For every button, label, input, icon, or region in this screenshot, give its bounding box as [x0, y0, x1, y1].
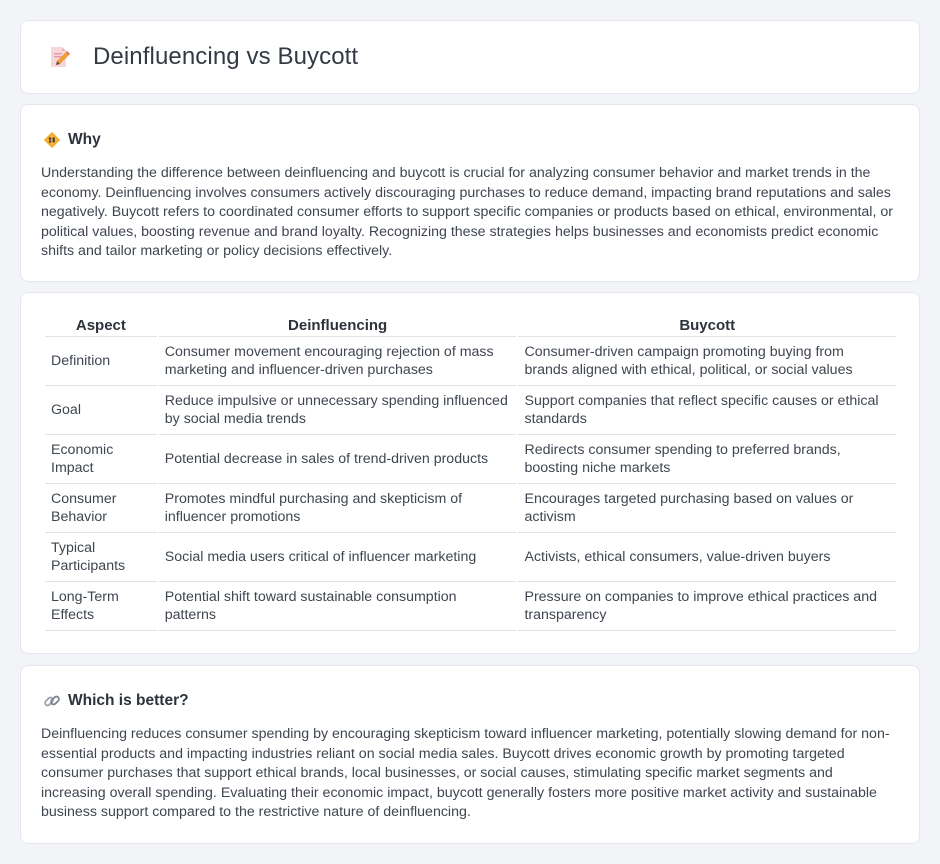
table-row	[45, 337, 896, 386]
row-buycott: Activists, ethical consumers, value-driven buyers	[518, 533, 896, 582]
row-aspect: Typical Participants	[45, 533, 157, 582]
table-row	[45, 484, 896, 533]
row-deinfluencing: Consumer movement encouraging rejection of mass marketing and influencer-driven purchases	[159, 337, 517, 386]
row-buycott: Support companies that reflect specific causes or ethical standards	[518, 386, 896, 435]
why-section	[20, 104, 920, 282]
row-aspect: Consumer Behavior	[45, 484, 157, 533]
why-title: Why	[68, 130, 101, 148]
row-buycott: Redirects consumer spending to preferred brands, boosting niche markets	[518, 435, 896, 484]
header-aspect: Aspect	[45, 315, 157, 337]
row-aspect: Economic Impact	[45, 435, 157, 484]
row-aspect: Definition	[45, 337, 157, 386]
row-aspect: Goal	[45, 386, 157, 435]
row-buycott: Pressure on companies to improve ethical practices and transparency	[518, 582, 896, 631]
row-deinfluencing: Potential decrease in sales of trend-driven products	[159, 435, 517, 484]
title-card	[20, 20, 920, 94]
comparison-table-card	[20, 292, 920, 654]
row-buycott: Consumer-driven campaign promoting buying from brands aligned with ethical, political, or social values	[518, 337, 896, 386]
document-pencil-icon	[47, 45, 71, 69]
header-deinfluencing: Deinfluencing	[159, 315, 517, 337]
row-deinfluencing: Social media users critical of influencer marketing	[159, 533, 517, 582]
table-row	[45, 533, 896, 582]
row-aspect: Long-Term Effects	[45, 582, 157, 631]
diamond-sign-icon	[43, 131, 61, 149]
table-header-row	[45, 315, 896, 337]
table-row	[45, 582, 896, 631]
page-title: Deinfluencing vs Buycott	[93, 43, 359, 70]
why-text: Understanding the difference between deinfluencing and buycott is crucial for analyzing consumer behavior and market trends in the economy. Deinfluencing involves consumers actively discouraging purchases to reduce demand, impacting brand reputations and sales negatively. Buycott refers to coordinated consumer efforts to support specific companies or products based on ethical, environmental, or political values, boosting revenue and brand loyalty. Recognizing these strategies helps businesses and economists predict economic shifts and tailor marketing or policy decisions effectively.	[41, 165, 893, 259]
table-row	[45, 386, 896, 435]
row-deinfluencing: Potential shift toward sustainable consumption patterns	[159, 582, 517, 631]
row-deinfluencing: Promotes mindful purchasing and skepticism of influencer promotions	[159, 484, 517, 533]
header-buycott: Buycott	[518, 315, 896, 337]
row-buycott: Encourages targeted purchasing based on values or activism	[518, 484, 896, 533]
link-icon	[43, 692, 61, 710]
comparison-table	[43, 315, 898, 631]
which-is-better-section	[20, 665, 920, 844]
which-is-better-title: Which is better?	[68, 691, 189, 709]
row-deinfluencing: Reduce impulsive or unnecessary spending influenced by social media trends	[159, 386, 517, 435]
table-row	[45, 435, 896, 484]
which-is-better-text: Deinfluencing reduces consumer spending by encouraging skepticism toward influencer marketing, potentially slowing demand for non-essential products and impacting industries reliant on social media sales. Buycott drives economic growth by promoting targeted consumer purchases that support ethical brands, local businesses, or social causes, stimulating specific market segments and increasing overall spending. Evaluating their economic impact, buycott generally fosters more positive market activity and sustainable business support compared to the restrictive nature of deinfluencing.	[41, 726, 890, 820]
